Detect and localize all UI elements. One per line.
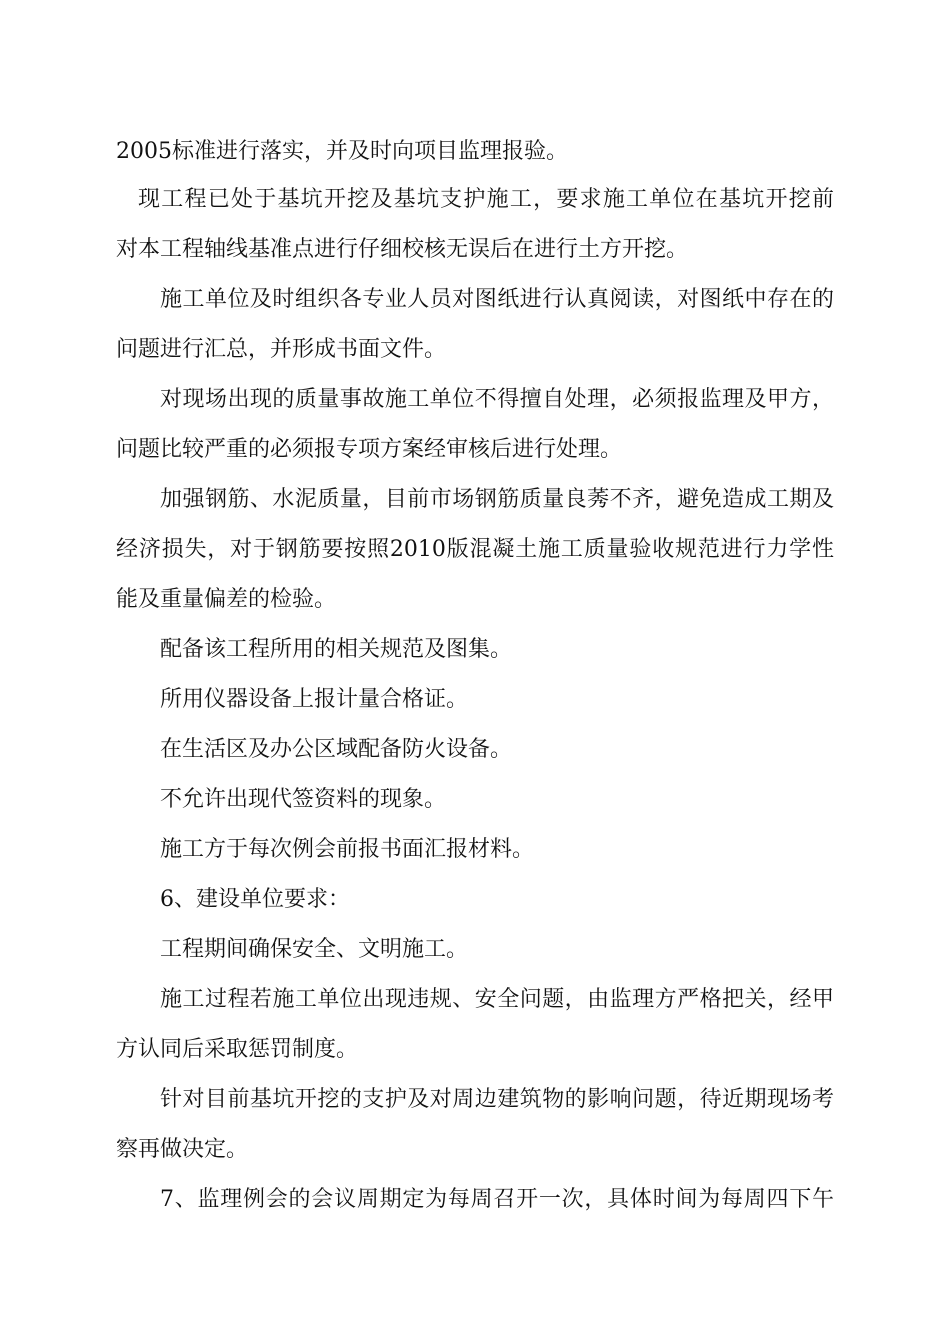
- text-line-2: 现工程已处于基坑开挖及基坑支护施工，要求施工单位在基坑开挖前: [138, 187, 834, 212]
- text-line-8: 加强钢筋、水泥质量，目前市场钢筋质量良莠不齐，避免造成工期及: [160, 487, 834, 512]
- text-line-18: 施工过程若施工单位出现违规、安全问题，由监理方严格把关，经甲: [160, 987, 834, 1012]
- text-line-6: 对现场出现的质量事故施工单位不得擅自处理，必须报监理及甲方，: [160, 387, 834, 412]
- text-line-15: 施工方于每次例会前报书面汇报材料。: [160, 837, 535, 862]
- text-line-1: 2005标准进行落实，并及时向项目监理报验。: [116, 139, 568, 164]
- text-line-20: 针对目前基坑开挖的支护及对周边建筑物的影响问题，待近期现场考: [160, 1087, 834, 1112]
- text-line-14: 不允许出现代签资料的现象。: [160, 787, 447, 812]
- text-line-19: 方认同后采取惩罚制度。: [116, 1037, 359, 1062]
- text-line-4: 施工单位及时组织各专业人员对图纸进行认真阅读，对图纸中存在的: [160, 287, 834, 312]
- text-line-10: 能及重量偏差的检验。: [116, 587, 337, 612]
- section-heading-7: 7、监理例会的会议周期定为每周召开一次，具体时间为每周四下午: [160, 1187, 834, 1212]
- text-line-11: 配备该工程所用的相关规范及图集。: [160, 637, 513, 662]
- text-line-9: 经济损失，对于钢筋要按照2010版混凝土施工质量验收规范进行力学性: [116, 537, 834, 562]
- section-heading-6: 6、建设单位要求：: [160, 887, 350, 912]
- text-line-5: 问题进行汇总，并形成书面文件。: [116, 337, 447, 362]
- text-line-7: 问题比较严重的必须报专项方案经审核后进行处理。: [116, 437, 623, 462]
- text-line-12: 所用仪器设备上报计量合格证。: [160, 687, 469, 712]
- text-line-13: 在生活区及办公区域配备防火设备。: [160, 737, 513, 762]
- text-line-21: 察再做决定。: [116, 1137, 249, 1162]
- text-line-3: 对本工程轴线基准点进行仔细校核无误后在进行土方开挖。: [116, 237, 689, 262]
- text-line-17: 工程期间确保安全、文明施工。: [160, 937, 469, 962]
